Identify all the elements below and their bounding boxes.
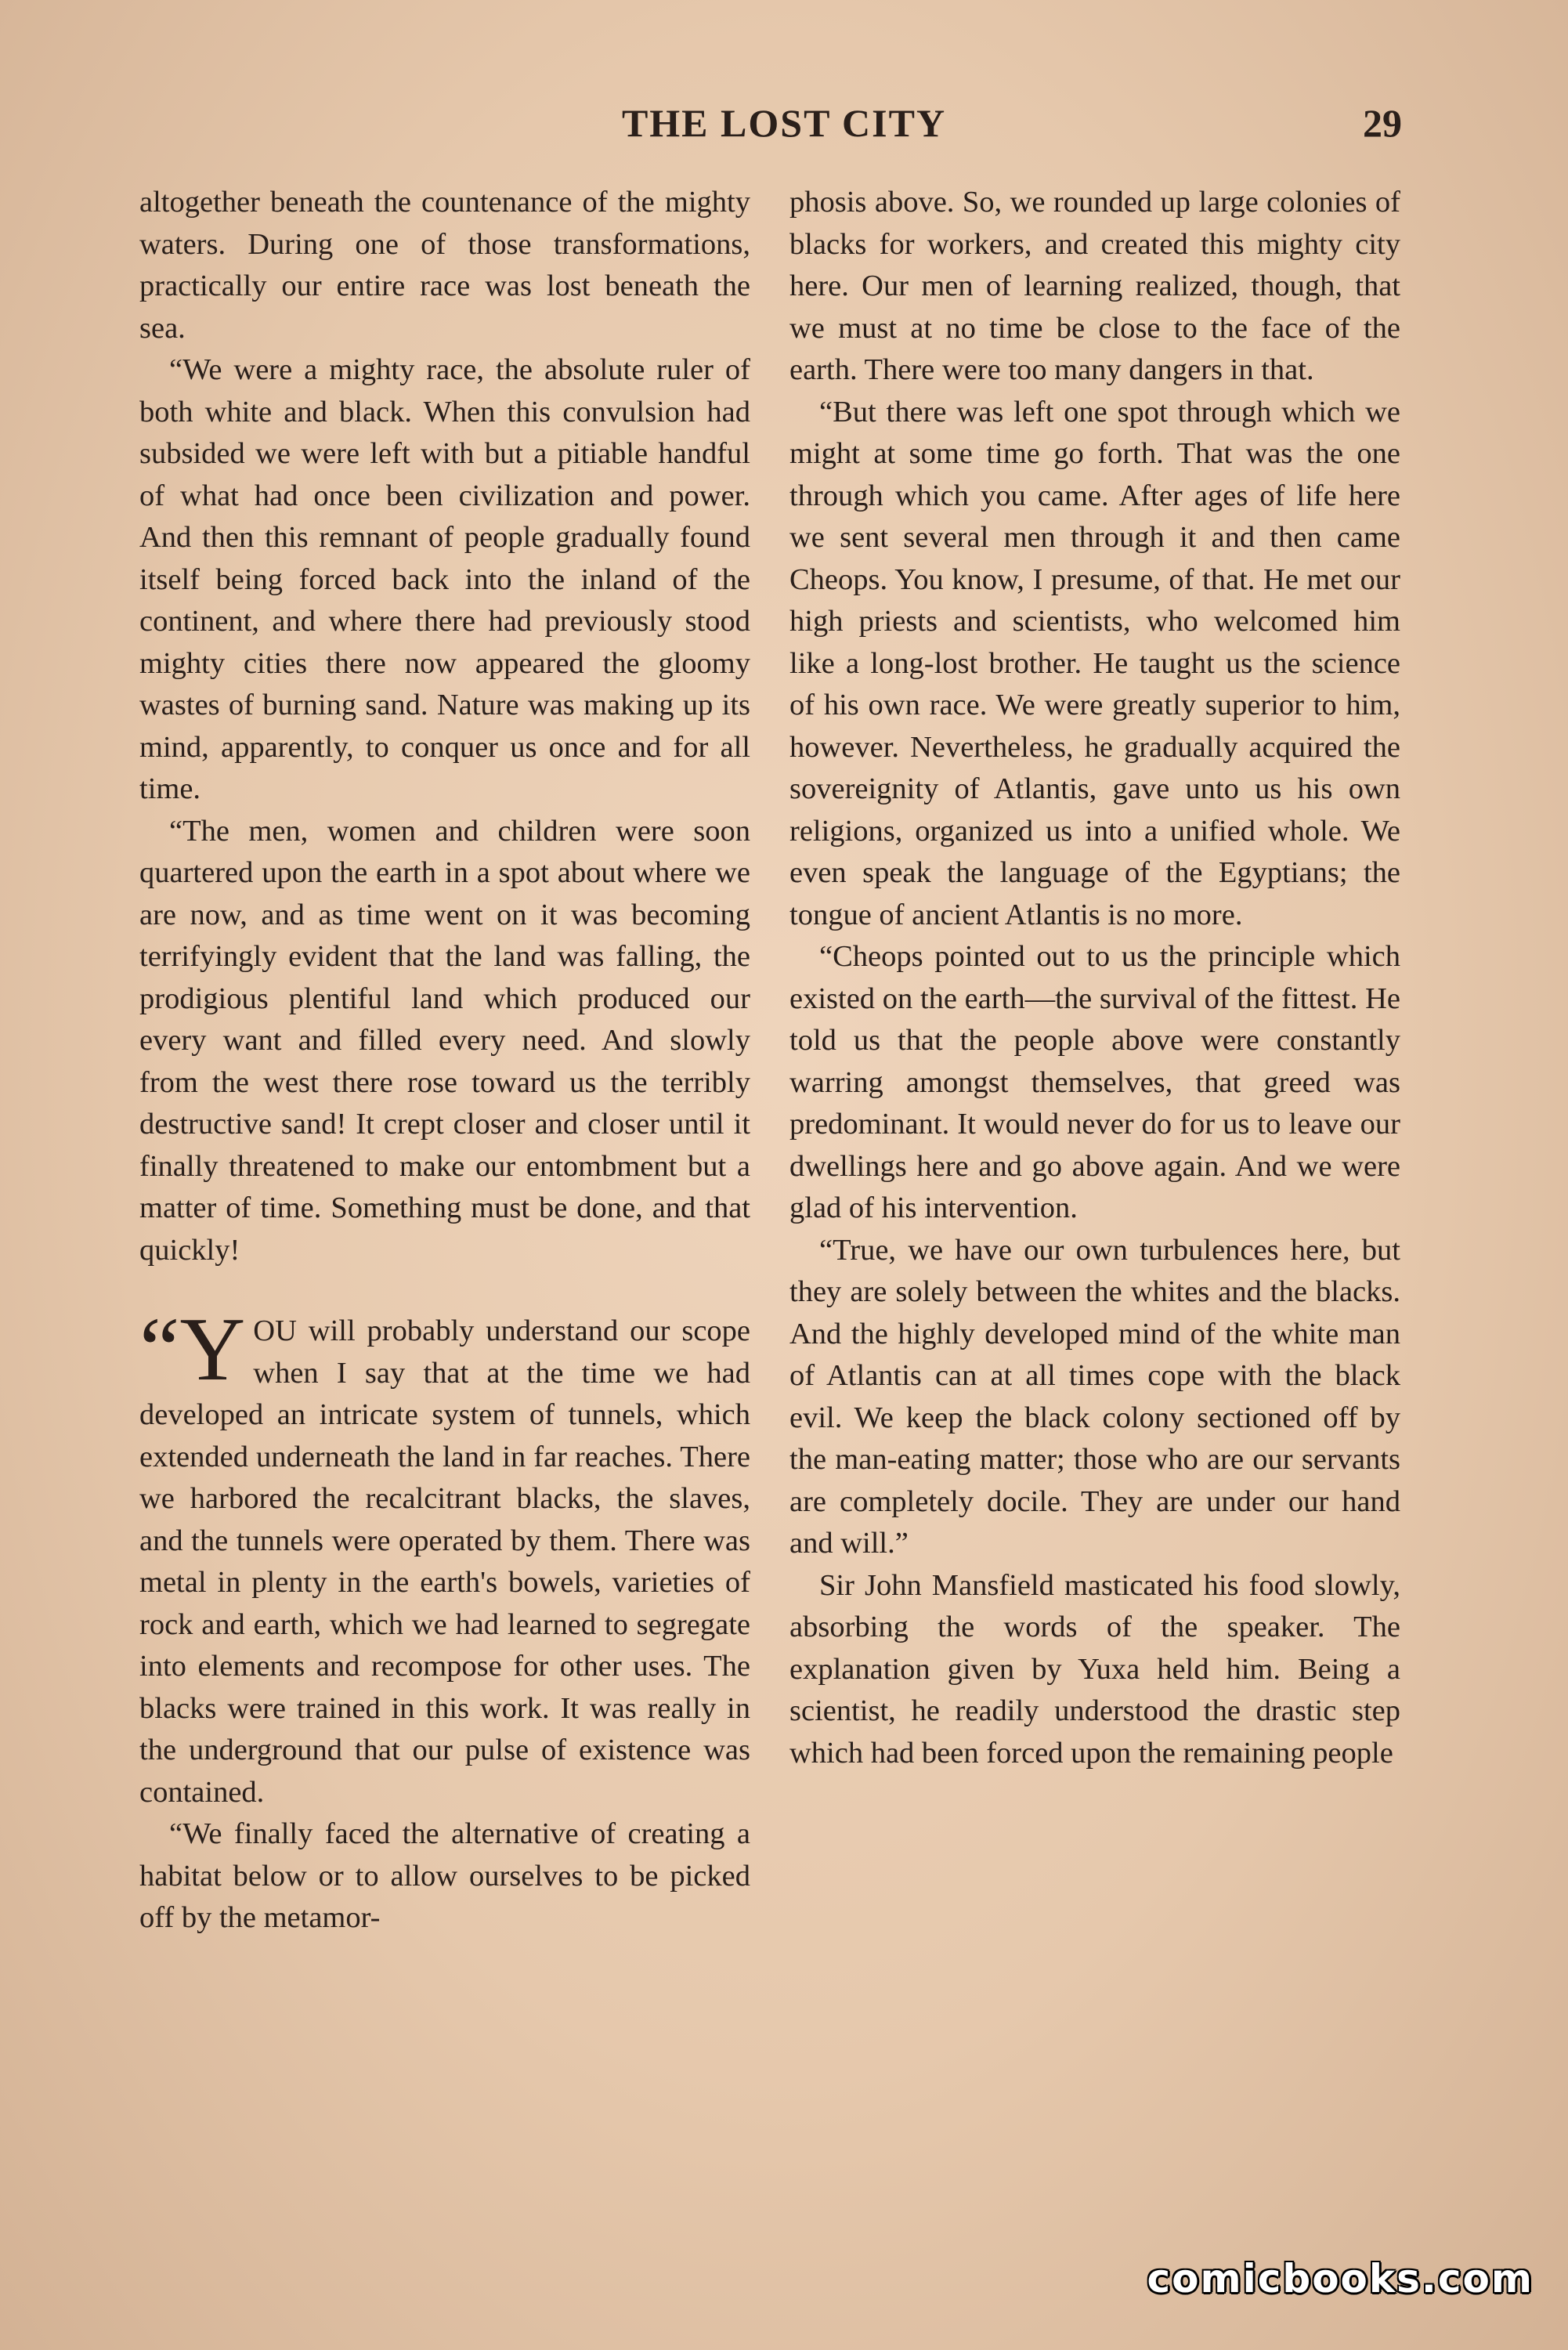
- paragraph: “Cheops pointed out to us the principle which existed on the earth—the survival of the fittest. He told us that the people above were constantly warring amongst themselves, that greed was predominant. It would never do for us to leave our dwellings here and go above again. And we were glad of his intervention.: [789, 940, 1400, 1224]
- site-watermark: comicbooks.com: [1147, 2256, 1534, 2301]
- paragraph: Sir John Mansfield masticated his food slowly, absorbing the words of the speaker. The explanation given by Yuxa held him. Being a scientist, he readily understood the drastic step which had been forced upon the remaining people: [789, 1568, 1400, 1770]
- right-column: [789, 182, 1400, 1774]
- paragraph-text: OU will probably understand our scope when I say that at the time we had developed an intricate system of tunnels, which extended underneath the land in far reaches. There we harbored the recalcitrant blacks, the slaves, and the tunnels were operated by them. There was metal in plenty in the earth's bowels, varieties of rock and earth, which we had learned to segregate into elements and recompose for other uses. The blacks were trained in this work. It was really in the underground that our pulse of existence was contained.: [139, 1314, 750, 1809]
- running-title: THE LOST CITY: [621, 101, 947, 145]
- paragraph: “True, we have our own turbulences here, but they are solely between the whites and the blacks. And the highly developed mind of the white man of Atlantis can at all times cope with the black evil. We keep the black colony sectioned off by the man-eating matter; those who are our servants are completely docile. They are under our hand and will.”: [789, 1233, 1400, 1560]
- paragraph: “But there was left one spot through which we might at some time go forth. That was the one through which you came. After ages of life here we sent several men through it and then came Cheops. You know, I presume, of that. He met our high priests and scientists, who welcomed him like a long-lost brother. He taught us the science of his own race. We were greatly superior to him, however. Nevertheless, he gradually acquired the sovereignity of Atlantis, gave unto us his own religions, organized us into a unified whole. We even speak the language of the Egyptians; the tongue of ancient Atlantis is no more.: [789, 395, 1400, 931]
- paragraph: “We finally faced the alternative of creating a habitat below or to allow ourselves to be picked off by the metamor-: [139, 1817, 750, 1934]
- left-column: [139, 182, 750, 1940]
- drop-cap: “Y: [139, 1300, 246, 1400]
- paragraph: phosis above. So, we rounded up large colonies of blacks for workers, and created this mighty city here. Our men of learning realized, though, that we must at no time be close to the face of the earth. There were too many dangers in that.: [789, 186, 1400, 386]
- page-number: 29: [1363, 101, 1402, 145]
- running-head: [0, 92, 1568, 147]
- paragraph: “The men, women and children were soon quartered upon the earth in a spot about where we are now, and as time went on it was becoming terrifyingly evident that the land was falling, the prodigious plentiful land which produced our every want and filled every need. And slowly from the west there rose toward us the terribly destructive sand! It crept closer and closer until it finally threatened to make our entombment but a matter of time. Something must be done, and that quickly!: [139, 814, 750, 1267]
- section-opening-paragraph: [139, 1300, 750, 1813]
- paragraph: altogether beneath the countenance of the mighty waters. During one of those transformations, practically our entire race was lost beneath the sea.: [139, 186, 750, 345]
- paragraph: “We were a mighty race, the absolute ruler of both white and black. When this convulsion had subsided we were left with but a pitiable handful of what had once been civilization and power. And then this remnant of people gradually found itself being forced back into the inland of the continent, and where there had previously stood mighty cities there now appeared the gloomy wastes of burning sand. Nature was making up its mind, apparently, to conquer us once and for all time.: [139, 353, 750, 805]
